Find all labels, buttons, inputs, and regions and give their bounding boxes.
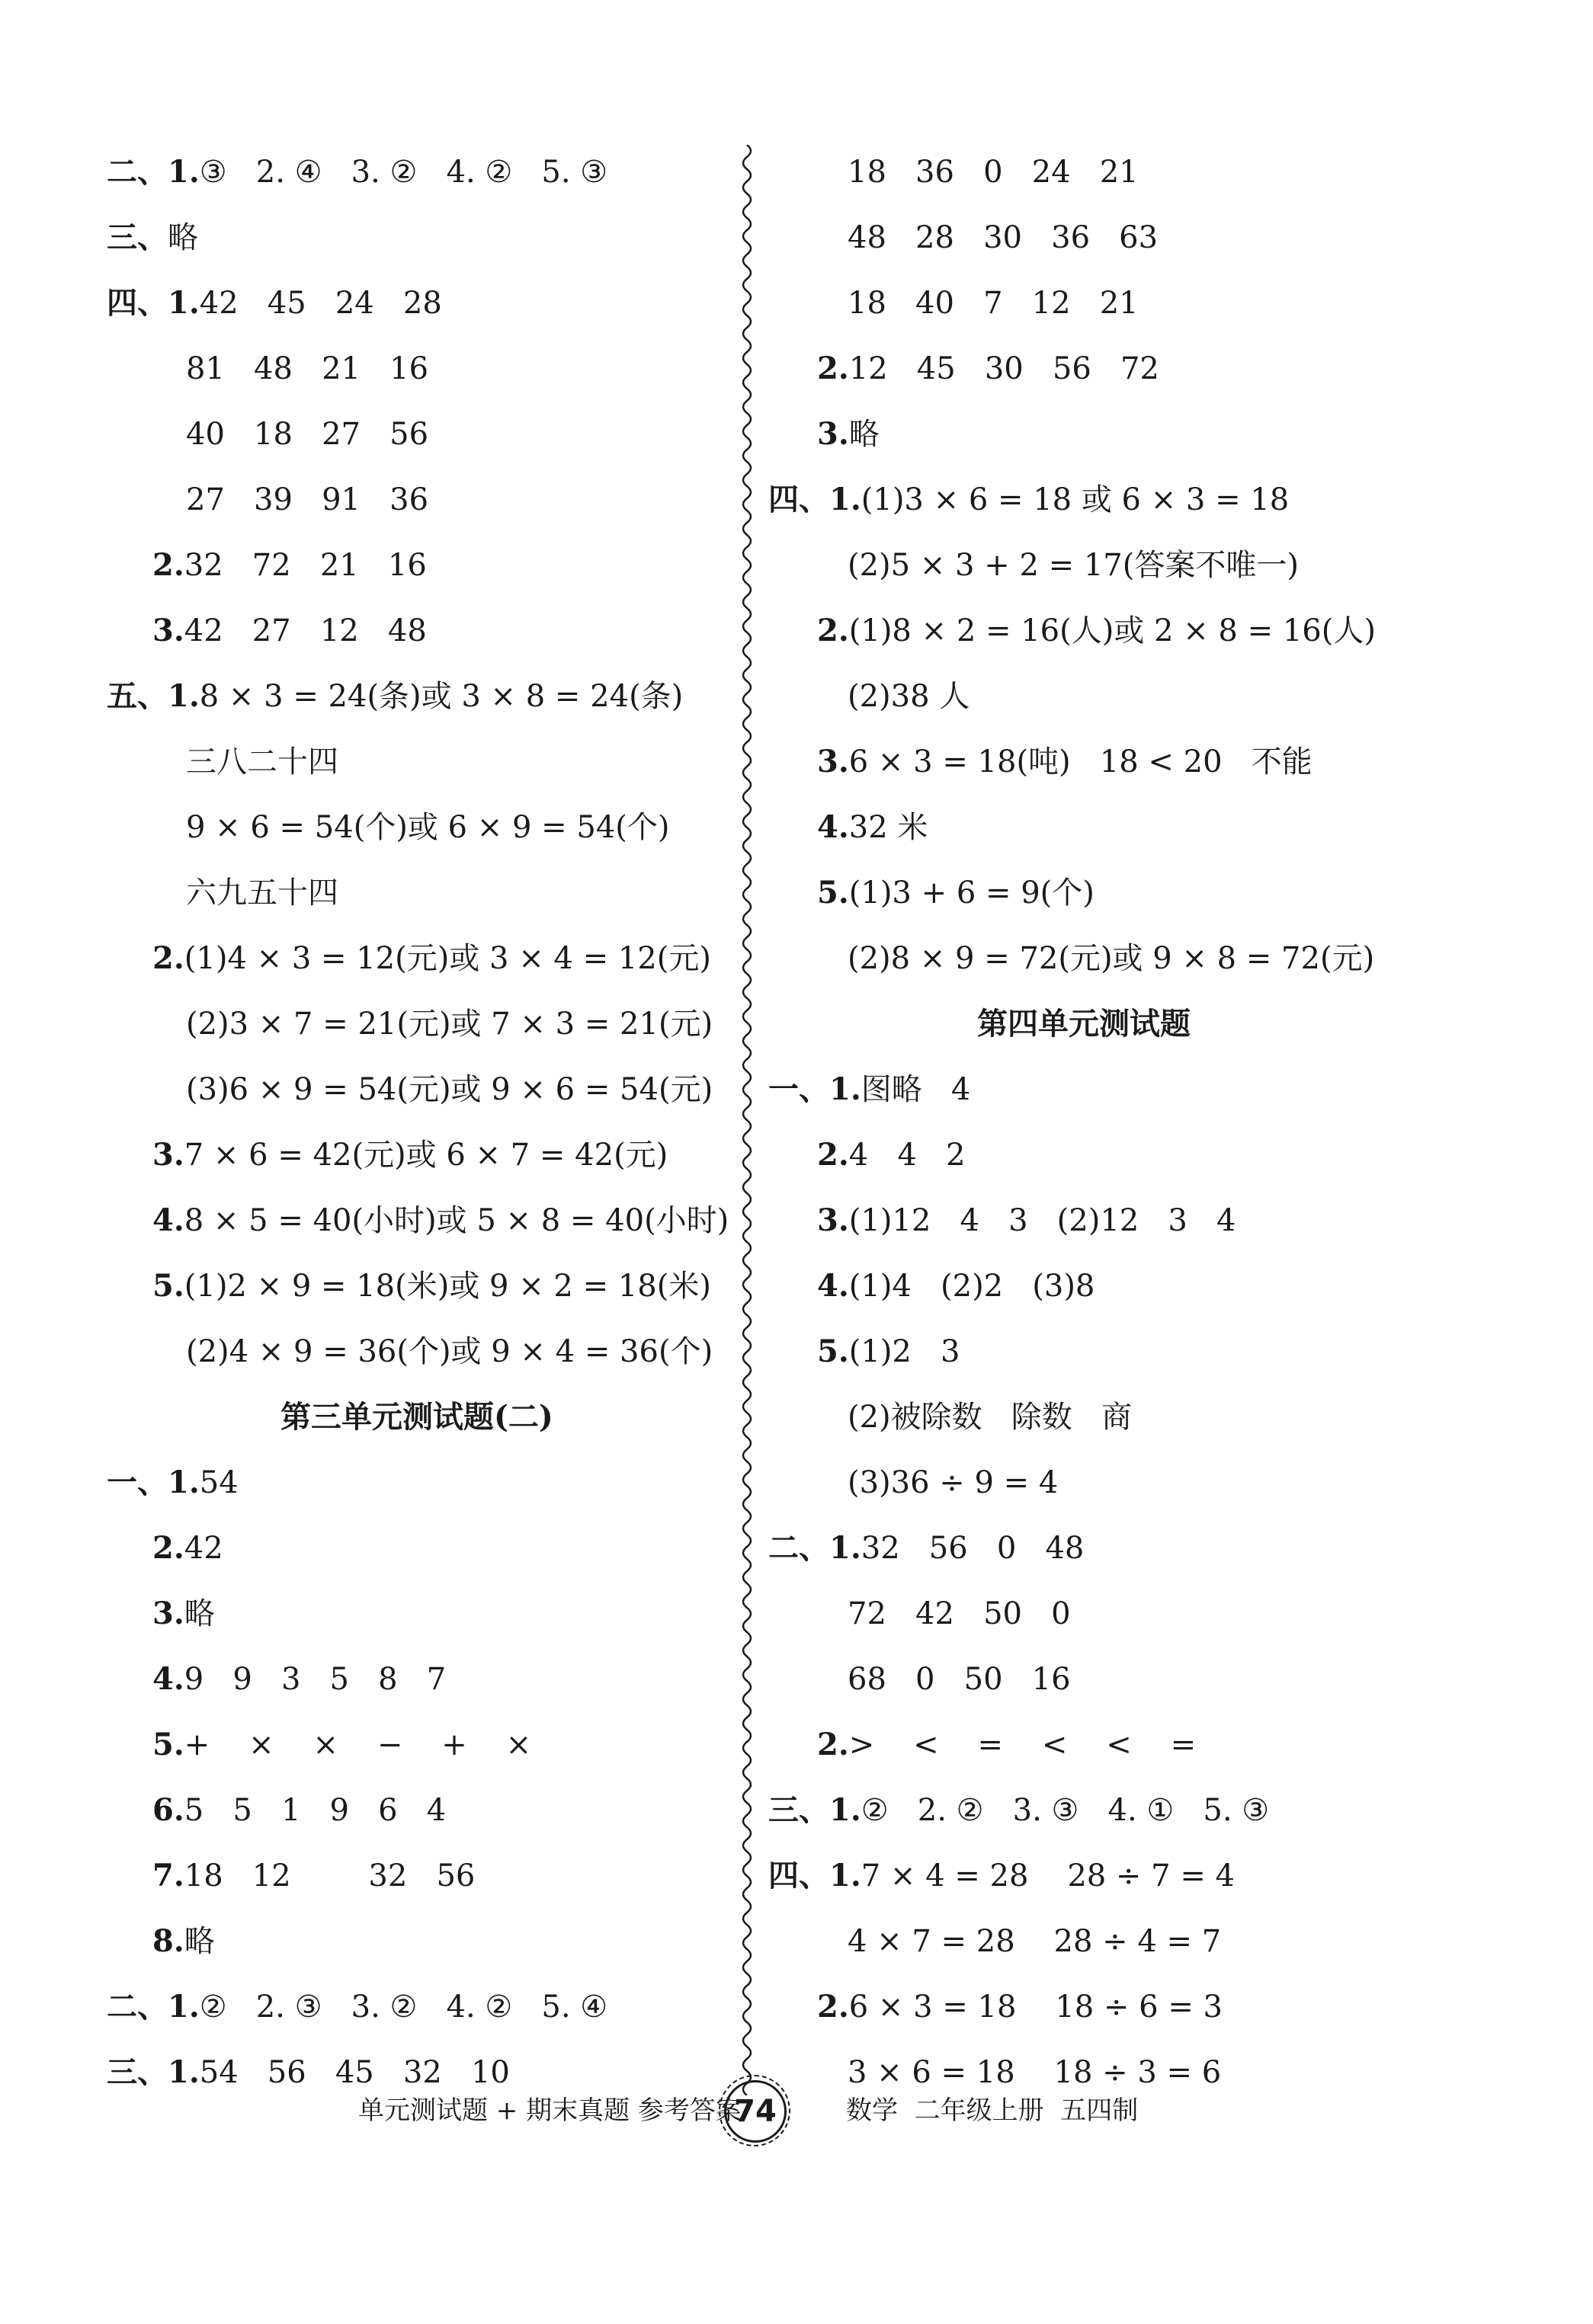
answer-line <box>152 1724 531 1766</box>
answer-line <box>817 1986 1223 2028</box>
answer-line <box>152 1855 475 1897</box>
answer-line <box>186 806 670 849</box>
answer-line <box>186 479 428 521</box>
answer-text: 图略 4 <box>861 1072 971 1107</box>
question-number: 2. <box>152 1530 184 1566</box>
answer-line <box>817 1134 965 1176</box>
question-number: 二、1. <box>107 154 200 190</box>
answer-line <box>848 1593 1071 1635</box>
question-number: 5. <box>152 1268 184 1304</box>
question-number: 三、1. <box>107 2054 200 2090</box>
question-number: 3. <box>152 1137 184 1173</box>
answer-line <box>817 1330 960 1373</box>
answer-text: 54 <box>199 1465 239 1500</box>
question-number: 五、1. <box>107 678 200 714</box>
answer-line <box>186 1330 713 1373</box>
answer-text: (1)4 (2)2 (3)8 <box>848 1269 1095 1304</box>
answer-line <box>848 151 1139 194</box>
question-number: 二、1. <box>107 1989 200 2025</box>
answer-text: ② 2. ③ 3. ② 4. ② 5. ④ <box>199 1989 608 2025</box>
answer-text: 略 <box>184 1596 215 1631</box>
answer-line <box>107 216 198 259</box>
answer-text: (1)3 + 6 = 9(个) <box>848 876 1095 911</box>
question-number: 二、1. <box>768 1530 861 1566</box>
answer-text: 18 40 7 12 21 <box>848 286 1139 321</box>
footer-subject-grade: 数学 二年级上册 五四制 <box>846 2095 1139 2126</box>
answer-text: 32 72 21 16 <box>184 548 427 583</box>
answer-text: (1)12 4 3 (2)12 3 4 <box>848 1203 1236 1238</box>
answer-line <box>768 1789 1269 1832</box>
question-number: 2. <box>817 1989 849 2025</box>
question-number: 三、 <box>107 219 168 255</box>
answer-text: 9 9 3 5 8 7 <box>184 1662 447 1697</box>
answer-text: (1)2 × 9 = 18(米)或 9 × 2 = 18(米) <box>184 1269 711 1304</box>
answer-text: (1)2 3 <box>848 1334 960 1369</box>
answer-line <box>768 1068 970 1111</box>
answer-line <box>152 1593 215 1635</box>
answer-line <box>152 1527 223 1570</box>
wavy-column-divider <box>738 145 756 2095</box>
answer-line <box>152 1658 446 1701</box>
answer-text: 32 米 <box>848 810 928 845</box>
answer-text: 42 45 24 28 <box>199 286 442 321</box>
answer-text: (2)38 人 <box>848 679 970 714</box>
question-number: 8. <box>152 1923 184 1959</box>
answer-text: 68 0 50 16 <box>848 1662 1071 1697</box>
question-number: 四、1. <box>107 285 200 321</box>
section-heading: 第三单元测试题(二) <box>280 1399 553 1435</box>
question-number: 6. <box>152 1792 184 1828</box>
answer-line <box>817 1265 1095 1308</box>
answer-line <box>817 1199 1236 1242</box>
answer-line <box>152 1265 711 1308</box>
question-number: 2. <box>817 1137 849 1173</box>
question-number: 2. <box>817 1727 849 1762</box>
question-number: 4. <box>152 1661 184 1697</box>
answer-line <box>152 1134 668 1176</box>
answer-line <box>848 675 970 718</box>
answer-text: (3)6 × 9 = 54(元)或 9 × 6 = 54(元) <box>186 1072 713 1107</box>
answer-line <box>186 1068 713 1111</box>
answer-text: (2)5 × 3 + 2 = 17(答案不唯一) <box>848 548 1299 583</box>
answer-text: 略 <box>848 417 880 452</box>
answer-text: 4 × 7 = 28 28 ÷ 4 = 7 <box>848 1924 1222 1959</box>
question-number: 3. <box>152 613 184 648</box>
answer-text: 3 × 6 = 18 18 ÷ 3 = 6 <box>848 2055 1222 2090</box>
answer-line <box>817 347 1159 390</box>
question-number: 三、1. <box>768 1792 861 1828</box>
footer-book-title: 单元测试题 + 期末真题 参考答案 <box>358 2095 742 2126</box>
answer-text: ③ 2. ④ 3. ② 4. ② 5. ③ <box>199 155 608 190</box>
answer-text: (2)被除数 除数 商 <box>848 1400 1132 1435</box>
question-number: 3. <box>152 1596 184 1631</box>
answer-line <box>107 1986 607 2028</box>
answer-text: (1)3 × 6 = 18 或 6 × 3 = 18 <box>861 482 1290 517</box>
answer-text: 54 56 45 32 10 <box>199 2055 510 2090</box>
answer-text: 12 45 30 56 72 <box>848 351 1159 386</box>
answer-text: 18 36 0 24 21 <box>848 155 1139 190</box>
question-number: 一、1. <box>768 1071 861 1107</box>
answer-text: + × × − + × <box>184 1727 532 1762</box>
answer-line <box>817 806 928 849</box>
answer-line <box>817 741 1313 783</box>
answer-text: ② 2. ② 3. ③ 4. ① 5. ③ <box>861 1793 1270 1828</box>
answer-text: (1)8 × 2 = 16(人)或 2 × 8 = 16(人) <box>848 613 1376 648</box>
answer-line <box>107 151 607 194</box>
answer-text: (2)8 × 9 = 72(元)或 9 × 8 = 72(元) <box>848 941 1375 976</box>
answer-line <box>817 610 1376 652</box>
answer-text: (3)36 ÷ 9 = 4 <box>848 1465 1059 1500</box>
answer-line <box>186 347 428 390</box>
page-number-badge: 74 <box>724 2080 787 2143</box>
answer-line <box>848 1920 1221 1963</box>
answer-line <box>817 872 1095 914</box>
question-number: 5. <box>817 875 849 911</box>
question-number: 2. <box>817 613 849 648</box>
answer-line <box>186 741 338 783</box>
question-number: 3. <box>817 744 849 779</box>
answer-text: 40 18 27 56 <box>186 417 429 452</box>
answer-text: 42 <box>184 1531 223 1566</box>
answer-line <box>768 1855 1235 1897</box>
question-number: 3. <box>817 1202 849 1238</box>
answer-line <box>152 1789 446 1832</box>
question-number: 四、1. <box>768 482 861 517</box>
answer-text: 5 5 1 9 6 4 <box>184 1793 447 1828</box>
answer-text: 32 56 0 48 <box>861 1531 1085 1566</box>
answer-text: 略 <box>184 1924 215 1959</box>
answer-line <box>107 1461 239 1504</box>
answer-text: 9 × 6 = 54(个)或 6 × 9 = 54(个) <box>186 810 670 845</box>
answer-text: 三八二十四 <box>186 744 338 779</box>
question-number: 4. <box>817 809 849 845</box>
answer-text: 81 48 21 16 <box>186 351 429 386</box>
question-number: 4. <box>817 1268 849 1304</box>
answer-text: 27 39 91 36 <box>186 482 429 517</box>
answer-line <box>817 413 880 456</box>
answer-text: 7 × 4 = 28 28 ÷ 7 = 4 <box>861 1858 1235 1893</box>
answer-line <box>107 675 683 718</box>
answer-line <box>186 872 338 914</box>
answer-line <box>817 1724 1196 1766</box>
answer-text: (2)4 × 9 = 36(个)或 9 × 4 = 36(个) <box>186 1334 713 1369</box>
answer-line <box>152 1920 215 1963</box>
answer-text: 六九五十四 <box>186 876 338 911</box>
answer-line <box>848 1461 1058 1504</box>
answer-text: 6 × 3 = 18 18 ÷ 6 = 3 <box>848 1989 1223 2025</box>
answer-line <box>768 1527 1084 1570</box>
answer-line <box>848 1396 1132 1439</box>
answer-text: 42 27 12 48 <box>184 613 427 648</box>
answer-line <box>152 544 427 587</box>
answer-line <box>848 544 1299 587</box>
answer-text: 18 12 32 56 <box>184 1858 476 1893</box>
answer-text: 7 × 6 = 42(元)或 6 × 7 = 42(元) <box>184 1138 668 1173</box>
answer-text: 6 × 3 = 18(吨) 18 < 20 不能 <box>848 744 1313 779</box>
answer-line <box>848 282 1139 325</box>
answer-text: 4 4 2 <box>848 1138 966 1173</box>
answer-text: 8 × 3 = 24(条)或 3 × 8 = 24(条) <box>199 679 684 714</box>
answer-line <box>848 937 1374 980</box>
answer-line <box>768 479 1289 521</box>
question-number: 四、1. <box>768 1858 861 1893</box>
question-number: 一、1. <box>107 1465 200 1500</box>
question-number: 2. <box>152 547 184 583</box>
page-footer <box>358 2080 1349 2141</box>
answer-text: > < = < < = <box>848 1727 1197 1762</box>
answer-line <box>107 282 442 325</box>
answer-line <box>152 610 427 652</box>
answer-line <box>848 216 1158 259</box>
answer-text: (1)4 × 3 = 12(元)或 3 × 4 = 12(元) <box>184 941 711 976</box>
answer-line <box>186 413 428 456</box>
section-heading: 第四单元测试题 <box>977 1006 1191 1042</box>
question-number: 5. <box>152 1727 184 1762</box>
question-number: 3. <box>817 416 849 452</box>
question-number: 2. <box>817 351 849 386</box>
answer-text: (2)3 × 7 = 21(元)或 7 × 3 = 21(元) <box>186 1007 713 1042</box>
answer-line <box>848 1658 1071 1701</box>
answer-line <box>186 1003 713 1045</box>
answer-text: 48 28 30 36 63 <box>848 220 1159 255</box>
answer-text: 8 × 5 = 40(小时)或 5 × 8 = 40(小时) <box>184 1203 729 1238</box>
question-number: 7. <box>152 1858 184 1893</box>
question-number: 5. <box>817 1333 849 1369</box>
answer-text: 72 42 50 0 <box>848 1596 1071 1631</box>
answer-line <box>152 1199 729 1242</box>
question-number: 4. <box>152 1202 184 1238</box>
question-number: 2. <box>152 940 184 976</box>
answer-text: 略 <box>168 220 198 255</box>
answer-line <box>152 937 711 980</box>
